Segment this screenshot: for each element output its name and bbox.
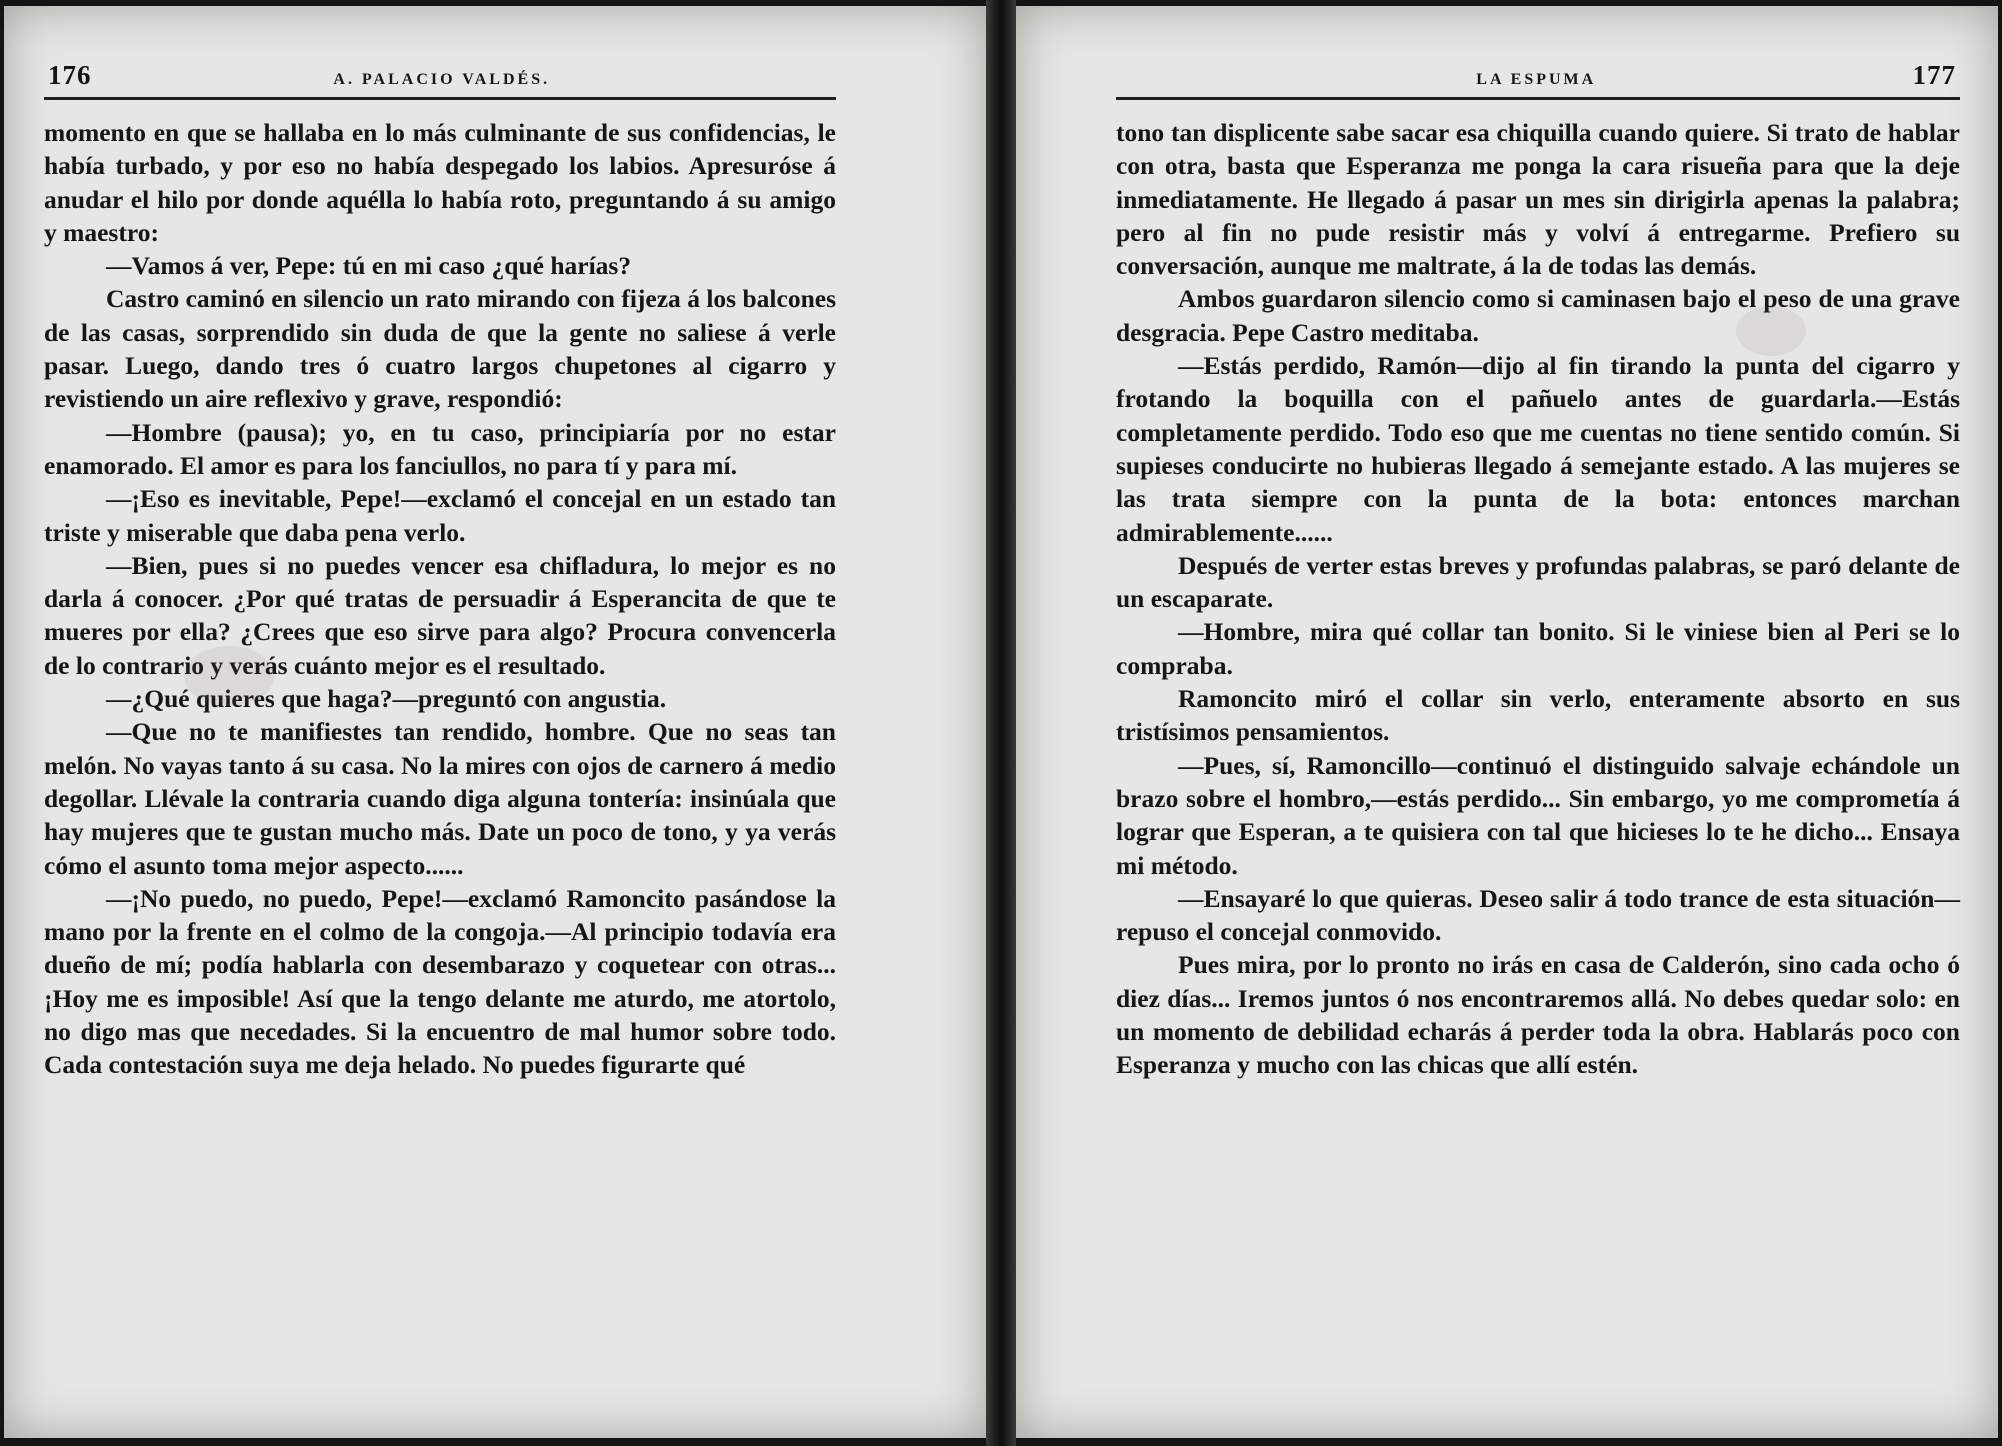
paragraph: tono tan displicente sabe sacar esa chiquilla cuando quiere. Si trato de hablar con otra, basta que Esperanza me ponga la cara risueña para que la deje inmediatamente. He llegado á pasar un mes sin dirigirla apenas la palabra; pero al fin no pude resistir más y volví á entregarme. Prefiero su conversación, aunque me maltrate, á la de todas las demás. [1116, 118, 1960, 281]
paragraph: Pues mira, por lo pronto no irás en casa de Calderón, sino cada ocho ó diez días... Iremos juntos ó nos encontraremos allá. No debes quedar solo: en un momento de debilidad echarás á perder toda la obra. Hablarás poco con Esperanza y mucho con las chicas que allí estén. [1116, 950, 1960, 1080]
paragraph: Ambos guardaron silencio como si caminasen bajo el peso de una grave desgracia. Pepe Castro meditaba. [1116, 284, 1960, 347]
running-title-left: A. PALACIO VALDÉS. [333, 71, 551, 88]
running-title-right: LA ESPUMA [1476, 71, 1597, 88]
paragraph: —¡No puedo, no puedo, Pepe!—exclamó Ramoncito pasándose la mano por la frente en el colmo de la congoja.—Al principio todavía era dueño de mí; podía hablarla con desembarazo y coquetear con otras... ¡Hoy me es imposible! Así que la tengo delante me aturdo, me atortolo, no digo mas que necedades. Si la encuentro de mal humor sobre todo. Cada contestación suya me deja helado. No puedes figurarte qué [44, 883, 836, 1080]
paragraph: —Vamos á ver, Pepe: tú en mi caso ¿qué harías? [106, 251, 632, 281]
running-head-right [1116, 46, 1960, 100]
running-head-left [44, 46, 836, 100]
paragraph: —Estás perdido, Ramón—dijo al fin tirando la punta del cigarro y frotando la boquilla con el pañuelo antes de guardarla.—Estás completamente perdido. Todo eso que me cuentas no tiene sentido común. Si supieses conducirte no hubieras llegado á semejante estado. A las mujeres se las trata siempre con la punta de la bota: entonces marchan admirablemente...... [1116, 351, 1960, 547]
right-page [1016, 6, 1998, 1438]
page-number-right: 177 [1912, 60, 1956, 90]
paragraph: —Bien, pues si no puedes vencer esa chifladura, lo mejor es no darla á conocer. ¿Por qué tratas de persuadir á Esperancita de que te mueres por ella? ¿Crees que eso sirve para algo? Procura convencerla de lo contrario y verás cuánto mejor es el resultado. [44, 550, 836, 680]
page-number-left: 176 [48, 60, 92, 90]
left-page-text [44, 100, 836, 1082]
paragraph: Castro caminó en silencio un rato mirando con fijeza á los balcones de las casas, sorprendido sin duda de que la gente no saliese á verle pasar. Luego, dando tres ó cuatro largos chupetones al cigarro y revistiendo un aire reflexivo y grave, respondió: [44, 284, 836, 414]
paragraph: —Que no te manifiestes tan rendido, hombre. Que no seas tan melón. No vayas tanto á su casa. No la mires con ojos de carnero á medio degollar. Llévale la contraria cuando diga alguna tontería: insinúala que hay mujeres que te gustan mucho más. Date un poco de tono, y ya verás cómo el asunto toma mejor aspecto...... [44, 717, 836, 880]
paragraph: Ramoncito miró el collar sin verlo, enteramente absorto en sus tristísimos pensamientos. [1116, 684, 1960, 747]
right-page-text [1116, 100, 1960, 1082]
paragraph: —Hombre, mira qué collar tan bonito. Si le viniese bien al Peri se lo compraba. [1116, 617, 1960, 680]
paragraph: —Hombre (pausa); yo, en tu caso, principiaría por no estar enamorado. El amor es para los fanciullos, no para tí y para mí. [44, 417, 836, 480]
paragraph: —¡Eso es inevitable, Pepe!—exclamó el concejal en un estado tan triste y miserable que daba pena verlo. [44, 484, 836, 547]
left-page [4, 6, 986, 1438]
paragraph: —Ensayaré lo que quieras. Deseo salir á todo trance de esta situación—repuso el concejal conmovido. [1116, 883, 1960, 947]
paragraph: momento en que se hallaba en lo más culminante de sus confidencias, le había turbado, y por eso no había despegado los labios. Apresuróse á anudar el hilo por donde aquélla lo había roto, preguntando á su amigo y maestro: [44, 118, 836, 247]
paragraph: —¿Qué quieres que haga?—preguntó con angustia. [106, 684, 667, 714]
paragraph: Después de verter estas breves y profundas palabras, se paró delante de un escaparate. [1116, 550, 1960, 614]
paragraph: —Pues, sí, Ramoncillo—continuó el distinguido salvaje echándole un brazo sobre el hombro,—estás perdido... Sin embargo, yo me comprometía á lograr que Esperan, a te quisiera con tal que hicieses lo te he dicho... Ensaya mi método. [1116, 750, 1960, 880]
book-gutter [986, 0, 1016, 1446]
